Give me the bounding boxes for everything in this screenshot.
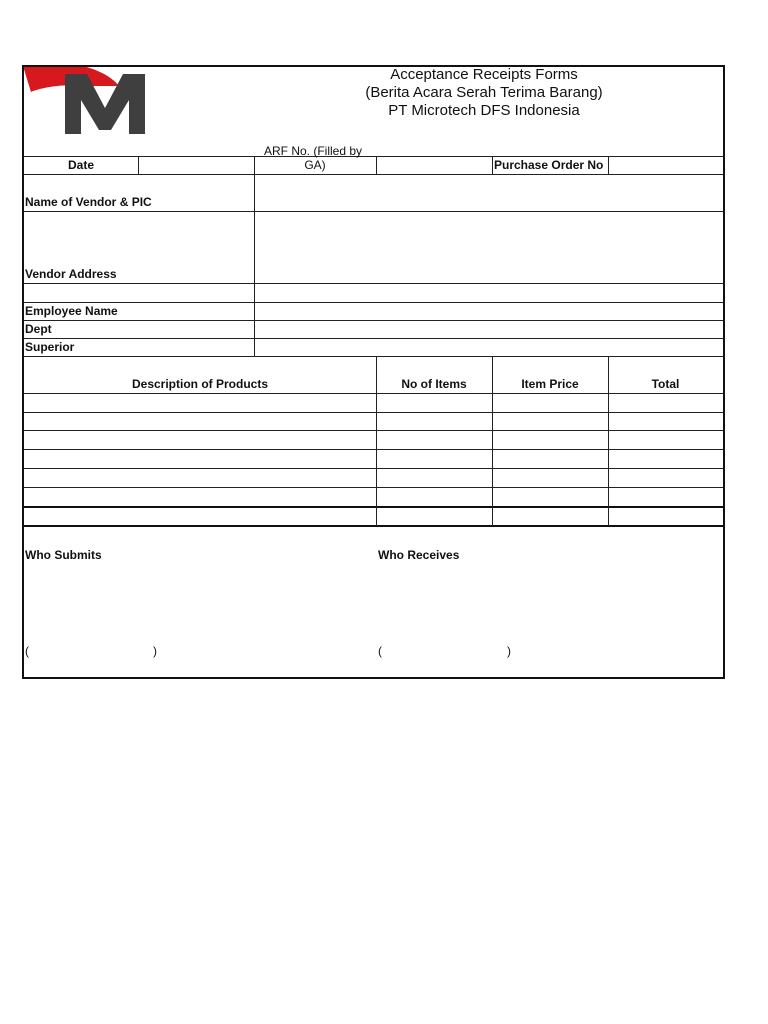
vendor-pic-label: Name of Vendor & PIC <box>25 195 152 209</box>
who-receives-label: Who Receives <box>378 548 460 562</box>
who-submits-label: Who Submits <box>25 548 102 562</box>
submits-close-paren: ) <box>153 644 157 658</box>
col-no-of-items: No of Items <box>401 377 467 391</box>
receives-open-paren: ( <box>378 644 382 658</box>
date-label: Date <box>67 158 94 172</box>
col-description: Description of Products <box>131 377 268 391</box>
acceptance-receipt-form <box>22 65 725 679</box>
submits-open-paren: ( <box>25 644 29 658</box>
employee-name-label: Employee Name <box>25 304 118 318</box>
receives-close-paren: ) <box>507 644 511 658</box>
vendor-address-label: Vendor Address <box>25 267 117 281</box>
superior-label: Superior <box>25 340 75 354</box>
company-name: PT Microtech DFS Indonesia <box>388 102 580 119</box>
arf-label-line1: ARF No. (Filled by <box>264 144 363 158</box>
purchase-order-label: Purchase Order No <box>494 158 604 172</box>
form-title: Acceptance Receipts Forms <box>390 66 578 83</box>
form-subtitle: (Berita Acara Serah Terima Barang) <box>365 84 603 101</box>
col-total: Total <box>651 377 680 391</box>
col-item-price: Item Price <box>521 377 579 391</box>
arf-label-line2: GA) <box>304 158 326 172</box>
dept-label: Dept <box>25 322 52 336</box>
